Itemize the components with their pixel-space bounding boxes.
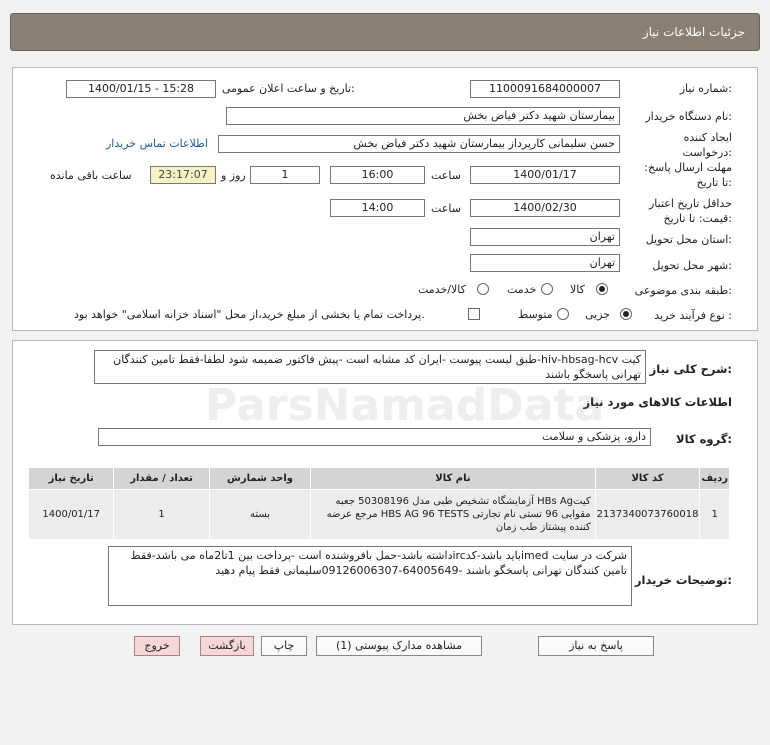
page-header	[10, 13, 760, 51]
announce-label: تاریخ و ساعت اعلان عمومی:	[222, 82, 355, 95]
city-field: تهران	[470, 254, 620, 272]
col-qty: تعداد / مقدار	[114, 468, 209, 490]
buyer-org-label: نام دستگاه خریدار:	[645, 110, 732, 123]
days-label: روز و	[221, 169, 246, 182]
category-radio-goods[interactable]	[596, 283, 608, 295]
process-radio-minor[interactable]	[620, 308, 632, 320]
reply-time-label: ساعت	[431, 169, 461, 182]
category-radio-both[interactable]	[477, 283, 489, 295]
remaining-timer: 23:17:07	[150, 166, 216, 184]
category-option-both: کالا/خدمت	[418, 283, 466, 296]
remaining-label: ساعت باقی مانده	[50, 169, 132, 182]
need-number-field: 1100091684000007	[470, 80, 620, 98]
back-button[interactable]: بازگشت	[200, 636, 254, 656]
col-code: کد کالا	[595, 468, 700, 490]
category-option-service: خدمت	[507, 283, 537, 296]
contact-info-link[interactable]: اطلاعات تماس خریدار	[106, 137, 208, 150]
col-index: ردیف	[700, 468, 730, 490]
goods-section-title: اطلاعات کالاهای مورد نیاز	[583, 395, 732, 409]
reply-deadline-label: مهلت ارسال پاسخ: تا تاریخ:	[644, 161, 732, 189]
cell-unit: بسته	[209, 490, 311, 540]
reply-button[interactable]: پاسخ به نیاز	[538, 636, 654, 656]
process-option-minor: جزیی	[585, 308, 611, 321]
page-title: جزئیات اطلاعات نیاز	[642, 25, 745, 39]
exit-button[interactable]: خروج	[134, 636, 180, 656]
goods-table-header	[29, 468, 730, 490]
cell-index: 1	[700, 490, 730, 540]
buyer-notes-text: شرکت در سایت imedباید باشد-کدircداشته باشد-حمل بافروشنده است -پرداخت بین 1تا2ماه می باشد-فقط تامین کنندگان تهرانی پاسخگو باشند -64005649-09126006307سلیمانی فقط پیام دهید	[108, 546, 632, 606]
city-label: شهر محل تحویل:	[652, 259, 732, 272]
cell-code: 2137340073760018	[595, 490, 700, 540]
cell-date: 1400/01/17	[29, 490, 114, 540]
category-label: طبقه بندی موضوعی:	[634, 284, 732, 297]
price-time-field: 14:00	[330, 199, 425, 217]
treasury-note: پرداخت تمام یا بخشی از مبلغ خرید،از محل "اسناد خزانه اسلامی" خواهد بود.	[74, 308, 425, 321]
province-field: تهران	[470, 228, 620, 246]
process-label: نوع فرآیند خرید :	[654, 309, 732, 322]
buyer-org-field: بیمارستان شهید دکتر فیاض بخش	[226, 107, 620, 125]
treasury-checkbox[interactable]	[468, 308, 480, 320]
need-number-label: شماره نیاز:	[679, 82, 732, 95]
reply-time-field: 16:00	[330, 166, 425, 184]
attachments-button[interactable]: مشاهده مدارک پیوستی (1)	[316, 636, 482, 656]
process-option-medium: متوسط	[518, 308, 553, 321]
price-time-label: ساعت	[431, 202, 461, 215]
summary-label: شرح کلی نیاز:	[649, 362, 732, 376]
reply-date-field: 1400/01/17	[470, 166, 620, 184]
table-row	[29, 490, 730, 540]
price-validity-label: حداقل تاریخ اعتبار قیمت: تا تاریخ:	[648, 197, 732, 225]
print-button[interactable]: چاپ	[261, 636, 307, 656]
province-label: استان محل تحویل:	[645, 233, 732, 246]
category-radio-service[interactable]	[541, 283, 553, 295]
creator-label: ایجاد کننده درخواست:	[682, 131, 732, 159]
goods-group-label: گروه کالا:	[676, 432, 732, 446]
days-field: 1	[250, 166, 320, 184]
summary-text: کیت hiv-hbsag-hcv-طبق لیست پیوست -ایران کد مشابه است -پیش فاکتور ضمیمه شود لطفا-فقط تامین کنندگان تهرانی پاسخگو باشند	[94, 350, 646, 384]
goods-group-field: دارو، پزشکی و سلامت	[98, 428, 651, 446]
col-name: نام کالا	[311, 468, 595, 490]
col-date: تاریخ نیاز	[29, 468, 114, 490]
col-unit: واحد شمارش	[209, 468, 311, 490]
buyer-notes-label: توضیحات خریدار:	[634, 573, 732, 587]
category-option-goods: کالا	[570, 283, 585, 296]
cell-name: کیتHBs Ag آزمایشگاه تشخیص طبی مدل 50308196 جعبه مقوایی 96 تستی نام تجارتی HBS AG 96 TESTS مرجع عرضه کننده پیشتاز طب زمان	[311, 490, 595, 540]
goods-table	[28, 467, 730, 540]
cell-qty: 1	[114, 490, 209, 540]
announce-field: 1400/01/15 - 15:28	[66, 80, 216, 98]
process-radio-medium[interactable]	[557, 308, 569, 320]
creator-field: حسن سلیمانی کارپرداز بیمارستان شهید دکتر فیاض بخش	[218, 135, 620, 153]
price-date-field: 1400/02/30	[470, 199, 620, 217]
